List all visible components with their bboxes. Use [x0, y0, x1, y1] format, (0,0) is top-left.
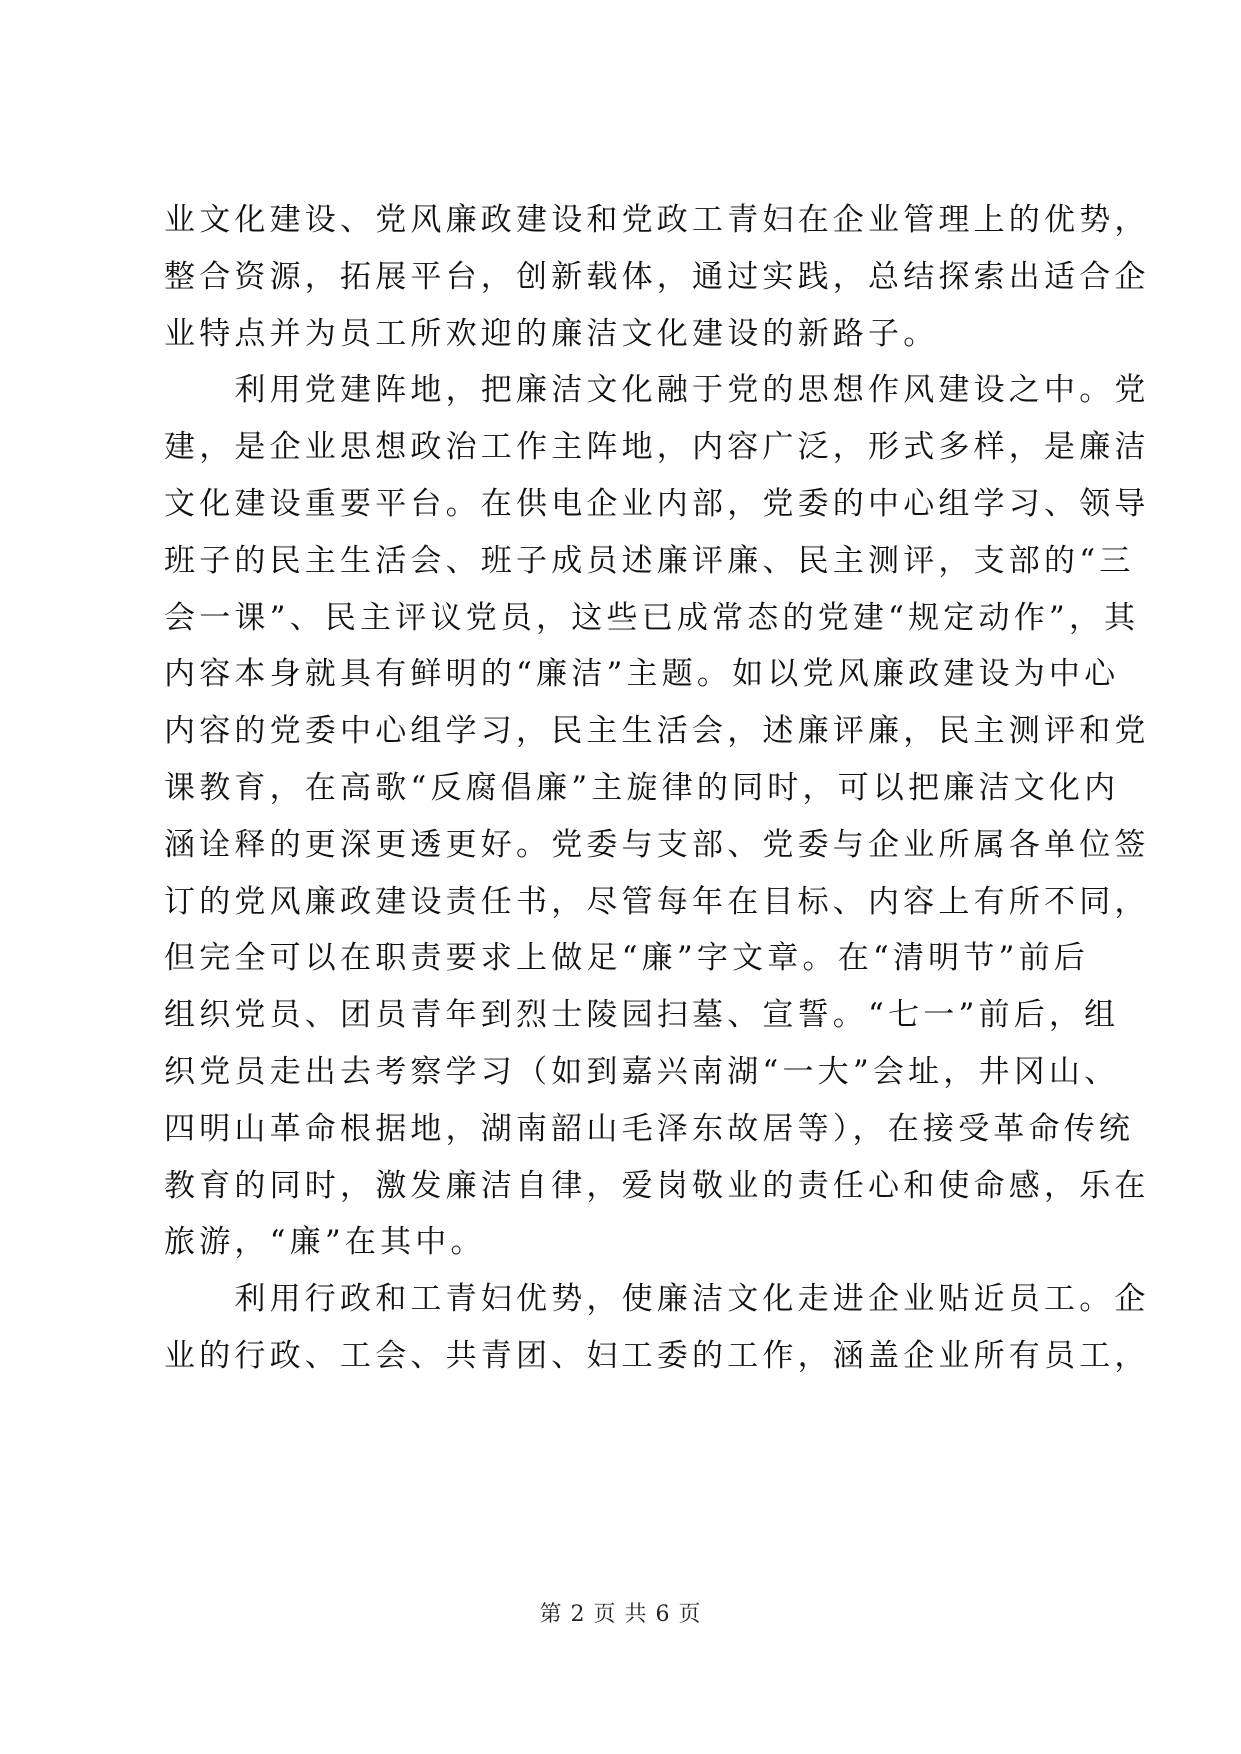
text-line: 班子的民主生活会、班子成员述廉评廉、民主测评，支部的“三 — [164, 542, 1135, 579]
text-line: 文化建设重要平台。在供电企业内部，党委的中心组学习、领导 — [164, 485, 1150, 522]
text-line: 利用党建阵地，把廉洁文化融于党的思想作风建设之中。党 — [164, 372, 1150, 409]
text-line: 内容的党委中心组学习，民主生活会，述廉评廉，民主测评和党 — [164, 713, 1150, 750]
text-line: 利用行政和工青妇优势，使廉洁文化走进企业贴近员工。企 — [164, 1281, 1150, 1318]
text-line: 织党员走出去考察学习（如到嘉兴南湖“一大”会址，井冈山、 — [164, 1053, 1120, 1090]
text-line: 订的党风廉政建设责任书，尽管每年在目标、内容上有所不同， — [164, 883, 1150, 920]
text-line: 旅游，“廉”在其中。 — [164, 1224, 486, 1261]
text-line: 四明山革命根据地，湖南韶山毛泽东故居等），在接受革命传统 — [164, 1110, 1135, 1147]
text-line: 业的行政、工会、共青团、妇工委的工作，涵盖企业所有员工， — [164, 1337, 1150, 1374]
text-line: 内容本身就具有鲜明的“廉洁”主题。如以党风廉政建设为中心 — [164, 656, 1120, 693]
text-line: 业特点并为员工所欢迎的廉洁文化建设的新路子。 — [164, 315, 939, 352]
text-line: 课教育，在高歌“反腐倡廉”主旋律的同时，可以把廉洁文化内 — [164, 769, 1120, 806]
text-line: 业文化建设、党风廉政建设和党政工青妇在企业管理上的优势， — [164, 202, 1150, 238]
text-line: 整合资源，拓展平台，创新载体，通过实践，总结探索出适合企 — [164, 258, 1150, 295]
text-line: 建，是企业思想政治工作主阵地，内容广泛，形式多样，是廉洁 — [164, 429, 1150, 466]
text-line: 教育的同时，激发廉洁自律，爱岗敬业的责任心和使命感，乐在 — [164, 1167, 1150, 1204]
body-text — [164, 192, 1150, 1385]
text-line: 组织党员、团员青年到烈士陵园扫墓、宣誓。“七一”前后，组 — [164, 997, 1120, 1034]
text-line: 会一课”、民主评议党员，这些已成常态的党建“规定动作”，其 — [164, 599, 1140, 636]
text-line: 涵诠释的更深更透更好。党委与支部、党委与企业所属各单位签 — [164, 826, 1150, 863]
text-line: 但完全可以在职责要求上做足“廉”字文章。在“清明节”前后 — [164, 940, 1089, 977]
page-number-footer: 第 2 页 共 6 页 — [539, 1602, 702, 1627]
